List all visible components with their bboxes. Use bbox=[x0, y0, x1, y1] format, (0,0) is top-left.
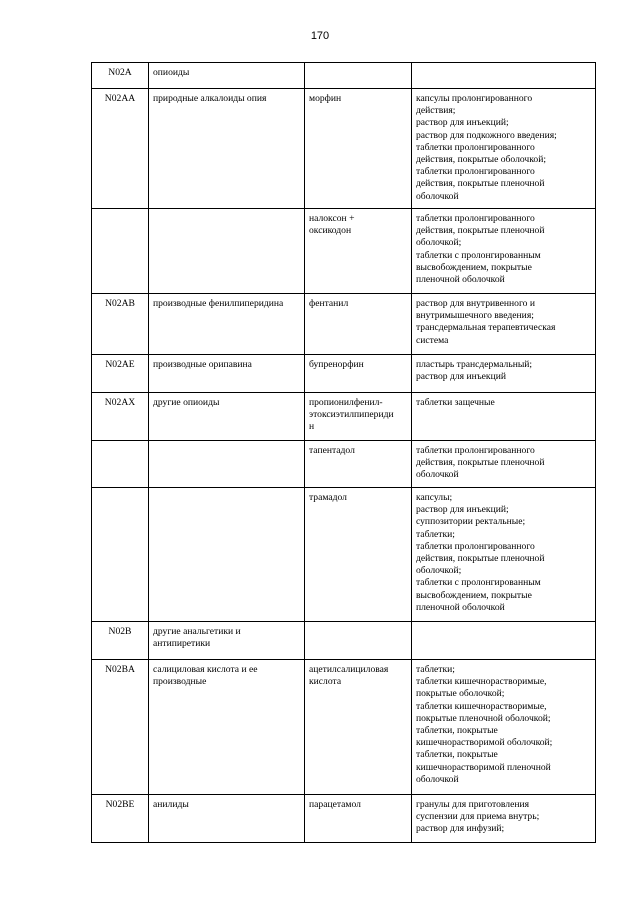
table-row bbox=[92, 660, 596, 795]
dosage-form-cell bbox=[412, 622, 596, 660]
table-row bbox=[92, 488, 596, 622]
dosage-form-cell bbox=[412, 63, 596, 89]
atc-code-cell: N02AB bbox=[92, 294, 149, 355]
group-name-cell: салициловая кислота и ее производные bbox=[149, 660, 305, 795]
drug-name-cell: пропионилфенил- этоксиэтилпипериди н bbox=[305, 393, 412, 441]
drug-name-cell: парацетамол bbox=[305, 795, 412, 843]
table-row bbox=[92, 393, 596, 441]
group-name-cell: другие анальгетики и антипиретики bbox=[149, 622, 305, 660]
atc-code-cell: N02AX bbox=[92, 393, 149, 441]
atc-code-cell: N02AA bbox=[92, 89, 149, 209]
group-name-cell: опиоиды bbox=[149, 63, 305, 89]
drug-name-cell: налоксон + оксикодон bbox=[305, 209, 412, 294]
drug-name-cell: трамадол bbox=[305, 488, 412, 622]
drug-name-cell bbox=[305, 63, 412, 89]
dosage-form-cell: таблетки пролонгированного действия, покрытые пленочной оболочкой bbox=[412, 441, 596, 488]
dosage-form-cell: пластырь трансдермальный; раствор для инъекций bbox=[412, 355, 596, 393]
table-row bbox=[92, 795, 596, 843]
dosage-form-cell: таблетки защечные bbox=[412, 393, 596, 441]
page-number: 170 bbox=[310, 30, 330, 42]
table-row bbox=[92, 355, 596, 393]
atc-code-cell: N02BE bbox=[92, 795, 149, 843]
drug-name-cell: ацетилсалициловая кислота bbox=[305, 660, 412, 795]
drug-name-cell bbox=[305, 622, 412, 660]
atc-code-cell: N02B bbox=[92, 622, 149, 660]
dosage-form-cell: гранулы для приготовления суспензии для приема внутрь; раствор для инфузий; bbox=[412, 795, 596, 843]
table-row bbox=[92, 294, 596, 355]
dosage-form-cell: раствор для внутривенного и внутримышечного введения; трансдермальная терапевтическая система bbox=[412, 294, 596, 355]
table-row bbox=[92, 622, 596, 660]
table-row bbox=[92, 209, 596, 294]
table-row bbox=[92, 89, 596, 209]
group-name-cell: природные алкалоиды опия bbox=[149, 89, 305, 209]
drug-name-cell: бупренорфин bbox=[305, 355, 412, 393]
atc-code-cell bbox=[92, 441, 149, 488]
group-name-cell: другие опиоиды bbox=[149, 393, 305, 441]
group-name-cell: производные орипавина bbox=[149, 355, 305, 393]
group-name-cell bbox=[149, 441, 305, 488]
table-row bbox=[92, 63, 596, 89]
atc-code-cell: N02AE bbox=[92, 355, 149, 393]
group-name-cell: производные фенилпиперидина bbox=[149, 294, 305, 355]
group-name-cell bbox=[149, 488, 305, 622]
atc-code-cell: N02A bbox=[92, 63, 149, 89]
drug-name-cell: фентанил bbox=[305, 294, 412, 355]
dosage-form-cell: капсулы; раствор для инъекций; суппозитории ректальные; таблетки; таблетки пролонгированного действия, покрытые пленочной оболочкой; таблетки с пролонгированным высвобождением, покрытые пленочной оболочкой bbox=[412, 488, 596, 622]
dosage-form-cell: таблетки пролонгированного действия, покрытые пленочной оболочкой; таблетки с пролонгированным высвобождением, покрытые пленочной оболочкой bbox=[412, 209, 596, 294]
atc-code-cell bbox=[92, 488, 149, 622]
drug-name-cell: морфин bbox=[305, 89, 412, 209]
dosage-form-cell: таблетки; таблетки кишечнорастворимые, покрытые оболочкой; таблетки кишечнорастворимые, покрытые пленочной оболочкой; таблетки, покрытые кишечнорастворимой оболочкой; таблетки, покрытые кишечнорастворимой пленочной оболочкой bbox=[412, 660, 596, 795]
drug-name-cell: тапентадол bbox=[305, 441, 412, 488]
atc-code-cell: N02BA bbox=[92, 660, 149, 795]
group-name-cell bbox=[149, 209, 305, 294]
table-row bbox=[92, 441, 596, 488]
atc-code-cell bbox=[92, 209, 149, 294]
group-name-cell: анилиды bbox=[149, 795, 305, 843]
dosage-form-cell: капсулы пролонгированного действия; раствор для инъекций; раствор для подкожного введения; таблетки пролонгированного действия, покрытые оболочкой; таблетки пролонгированного действия, покрытые пленочной оболочкой bbox=[412, 89, 596, 209]
drug-classification-table bbox=[91, 62, 596, 843]
